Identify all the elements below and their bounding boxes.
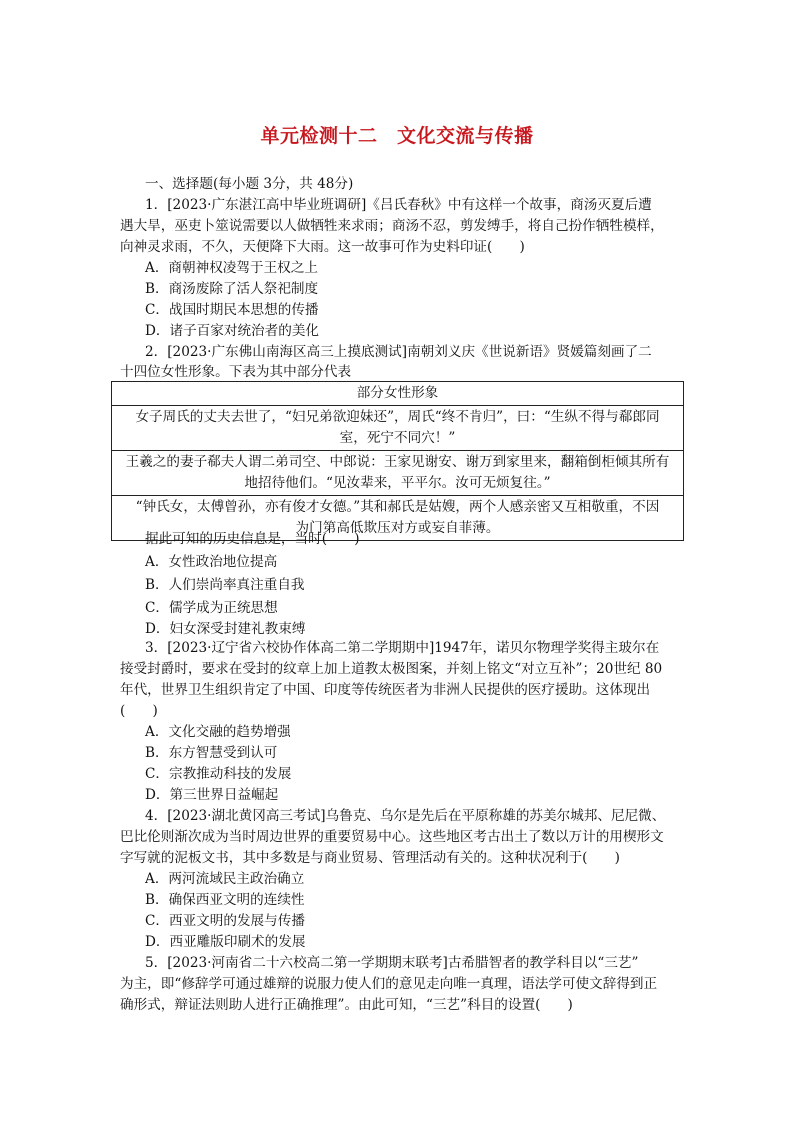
table-cell (112, 406, 684, 451)
question-1-option-b: B．商汤废除了活人祭祀制度 (145, 281, 319, 297)
question-3-option-c: C．宗教推动科技的发展 (145, 766, 292, 782)
question-5-line-3: 确形式，辩证法则助人进行正确推理”。由此可知，“三艺”科目的设置( ) (120, 997, 573, 1013)
question-4-option-b: B．确保西亚文明的连续性 (145, 892, 305, 908)
table-cell-line: 地招待他们。“见汝辈来，平平尔。汝可无烦复往。” (244, 475, 551, 491)
table-cell (112, 451, 684, 496)
question-2-stem: 据此可知的历史信息是，当时( ) (145, 531, 360, 547)
question-3-line-2: 接受封爵时，要求在受封的纹章上加上道教太极图案，并刻上铭文“对立互补”；20世纪 80 (120, 661, 663, 677)
female-figures-table (111, 381, 684, 541)
question-4-option-a: A．两河流域民主政治确立 (145, 871, 305, 887)
question-5-line-1: 5．[2023·河南省二十六校高二第一学期期末联考]古希腊智者的教学科目以“三艺” (145, 955, 639, 971)
table-cell-line: 为门第高低欺压对方或妄自菲薄。 (295, 520, 500, 536)
question-3-option-d: D．第三世界日益崛起 (145, 787, 279, 803)
question-3-option-a: A．文化交融的趋势增强 (145, 724, 291, 740)
table-row (112, 451, 684, 496)
table-cell-line: 女子周氏的丈夫去世了，“妇兄弟欲迎妹还”，周氏“终不肯归”，曰：“生纵不得与郗郎同 (135, 409, 660, 425)
table-row (112, 406, 684, 451)
table-cell-line: “钟氏女，太傅曾孙，亦有俊才女德。”其和郝氏是姑嫂，两个人感亲密又互相敬重，不因 (135, 499, 660, 515)
question-3-line-4: ( ) (120, 703, 158, 719)
question-2-line-2: 十四位女性形象。下表为其中部分代表 (120, 364, 352, 380)
question-2-option-c: C．儒学成为正统思想 (145, 600, 278, 616)
question-4-option-d: D．西亚雕版印刷术的发展 (145, 934, 306, 950)
table-header-cell: 部分女性形象 (112, 382, 684, 406)
question-2-option-b: B．人们崇尚率真注重自我 (145, 577, 305, 593)
question-2-option-a: A．女性政治地位提高 (145, 554, 278, 570)
question-1-line-3: 向神灵求雨，不久，天便降下大雨。这一故事可作为史料印证( ) (120, 239, 525, 255)
question-1-line-2: 遇大旱，巫吏卜筮说需要以人做牺牲来求雨；商汤不忍，剪发缚手，将自己扮作牺牲模样， (120, 218, 664, 234)
question-3-option-b: B．东方智慧受到认可 (145, 745, 278, 761)
question-4-option-c: C．西亚文明的发展与传播 (145, 913, 305, 929)
question-1-option-d: D．诸子百家对统治者的美化 (145, 323, 320, 339)
question-1-option-a: A．商朝神权凌驾于王权之上 (145, 260, 318, 276)
question-4-line-3: 字写就的泥板文书，其中多数是与商业贸易、管理活动有关的。这种状况利于( ) (120, 850, 620, 866)
question-2-option-d: D．妇女深受封建礼教束缚 (145, 621, 306, 637)
question-3-line-1: 3．[2023·辽宁省六校协作体高二第二学期期中]1947年，诺贝尔物理学奖得主玻尔在 (145, 640, 660, 656)
table-cell-line: 室，死宁不同穴！” (339, 430, 456, 446)
question-2-line-1: 2．[2023·广东佛山南海区高三上摸底测试]南朝刘义庆《世说新语》贤媛篇刻画了二 (145, 344, 652, 360)
question-4-line-2: 巴比伦则渐次成为当时周边世界的重要贸易中心。这些地区考古出土了数以万计的用楔形文 (120, 829, 664, 845)
question-1-option-c: C．战国时期民本思想的传播 (145, 302, 319, 318)
table-header-row (112, 382, 684, 406)
question-4-line-1: 4．[2023·湖北黄冈高三考试]乌鲁克、乌尔是先后在平原称雄的苏美尔城邦、尼尼微、 (145, 808, 666, 824)
question-5-line-2: 为主，即“修辞学可通过雄辩的说服力使人们的意见走向唯一真理，语法学可使文辞得到正 (120, 976, 658, 992)
page-title: 单元检测十二 文化交流与传播 (260, 125, 534, 147)
question-3-line-3: 年代，世界卫生组织肯定了中国、印度等传统医者为非洲人民提供的医疗援助。这体现出 (120, 682, 651, 698)
question-1-line-1: 1．[2023·广东湛江高中毕业班调研]《吕氏春秋》中有这样一个故事，商汤灭夏后遭 (145, 197, 652, 213)
section-heading: 一、选择题(每小题 3分，共 48分) (145, 176, 354, 192)
table-cell-line: 王羲之的妻子郗夫人谓二弟司空、中郎说：王家见谢安、谢万到家里来，翻箱倒柜倾其所有 (125, 454, 670, 470)
